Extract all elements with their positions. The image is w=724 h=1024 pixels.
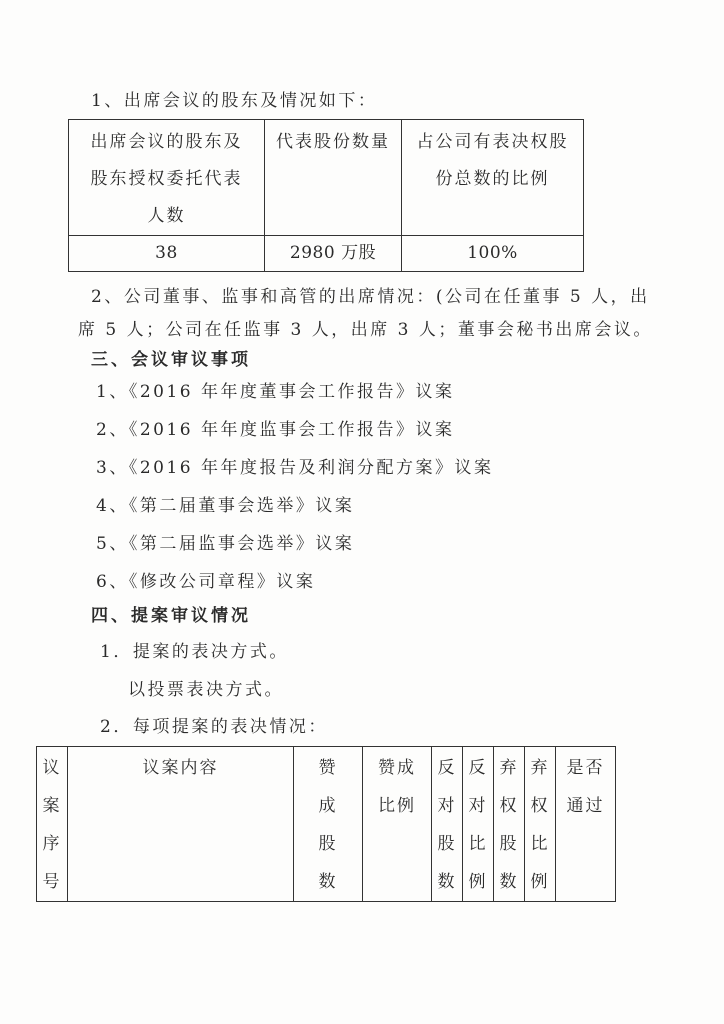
header-text: 比例 — [378, 796, 416, 816]
header-char: 股 — [437, 834, 457, 854]
table-row — [69, 120, 584, 236]
header-char: 股 — [318, 834, 338, 854]
value-cell: 2980 万股 — [265, 236, 402, 272]
header-char: 赞 — [318, 758, 338, 778]
header-char: 比 — [468, 834, 488, 854]
agenda-item: 1、《2016 年年度董事会工作报告》议案 — [96, 382, 455, 402]
section1-item2-line2: 席 5 人；公司在任监事 3 人，出席 3 人；董事会秘书出席会议。 — [78, 320, 653, 340]
header-text: 股东授权委托代表 — [90, 169, 243, 189]
header-cell-abstain-shares — [494, 747, 525, 902]
agenda-item: 2、《2016 年年度监事会工作报告》议案 — [96, 420, 455, 440]
header-cell-content — [68, 747, 294, 902]
value-cell: 100% — [402, 236, 584, 272]
header-char: 数 — [318, 872, 338, 892]
header-char: 弃 — [499, 758, 519, 778]
table-row — [69, 236, 584, 272]
header-char: 对 — [468, 796, 488, 816]
header-cell-approve-ratio — [363, 747, 432, 902]
header-char: 例 — [468, 872, 488, 892]
header-char: 数 — [499, 872, 519, 892]
header-cell-approve-shares — [294, 747, 363, 902]
header-text: 通过 — [566, 796, 605, 816]
header-cell-ratio — [402, 120, 584, 236]
header-char: 数 — [437, 872, 457, 892]
header-text: 是否 — [566, 758, 605, 778]
header-char: 例 — [530, 872, 550, 892]
header-char: 反 — [437, 758, 457, 778]
vote-results-table — [36, 746, 616, 902]
header-text: 赞成 — [378, 758, 416, 778]
agenda-item: 4、《第二届董事会选举》议案 — [96, 496, 355, 516]
section4-item1: 1．提案的表决方式。 — [100, 642, 289, 662]
header-char: 权 — [530, 796, 550, 816]
header-cell-number — [37, 747, 68, 902]
agenda-item: 3、《2016 年年度报告及利润分配方案》议案 — [96, 458, 494, 478]
header-text: 出席会议的股东及 — [90, 132, 243, 152]
header-text: 议案内容 — [142, 758, 219, 778]
header-text: 代表股份数量 — [276, 132, 390, 152]
header-cell-shares — [265, 120, 402, 236]
header-char: 案 — [42, 796, 62, 816]
section4-item2: 2．每项提案的表决情况： — [100, 717, 328, 737]
table-row — [37, 747, 616, 902]
header-text: 占公司有表决权股 — [416, 132, 569, 152]
header-char: 比 — [530, 834, 550, 854]
section1-item2-line1: 2、公司董事、监事和高管的出席情况：(公司在任董事 5 人，出 — [91, 287, 650, 307]
header-cell-passed — [556, 747, 616, 902]
section1-item1: 1、出席会议的股东及情况如下： — [91, 91, 378, 111]
header-cell-oppose-ratio — [463, 747, 494, 902]
header-char: 议 — [42, 758, 62, 778]
header-char: 弃 — [530, 758, 550, 778]
header-cell-oppose-shares — [432, 747, 463, 902]
header-text: 份总数的比例 — [435, 169, 550, 189]
section3-title: 三、会议审议事项 — [91, 350, 251, 370]
section4-item1-detail: 以投票表决方式。 — [128, 680, 284, 700]
section4-title: 四、提案审议情况 — [91, 606, 251, 626]
header-text: 人数 — [147, 206, 186, 226]
header-char: 成 — [318, 796, 338, 816]
header-cell-shareholders — [69, 120, 265, 236]
value-cell: 38 — [69, 236, 265, 272]
attendance-table — [68, 119, 584, 272]
header-cell-abstain-ratio — [525, 747, 556, 902]
header-char: 权 — [499, 796, 519, 816]
agenda-item: 5、《第二届监事会选举》议案 — [96, 534, 355, 554]
header-char: 股 — [499, 834, 519, 854]
header-char: 反 — [468, 758, 488, 778]
header-char: 号 — [42, 872, 62, 892]
header-char: 序 — [42, 834, 62, 854]
agenda-item: 6、《修改公司章程》议案 — [96, 572, 316, 592]
header-char: 对 — [437, 796, 457, 816]
